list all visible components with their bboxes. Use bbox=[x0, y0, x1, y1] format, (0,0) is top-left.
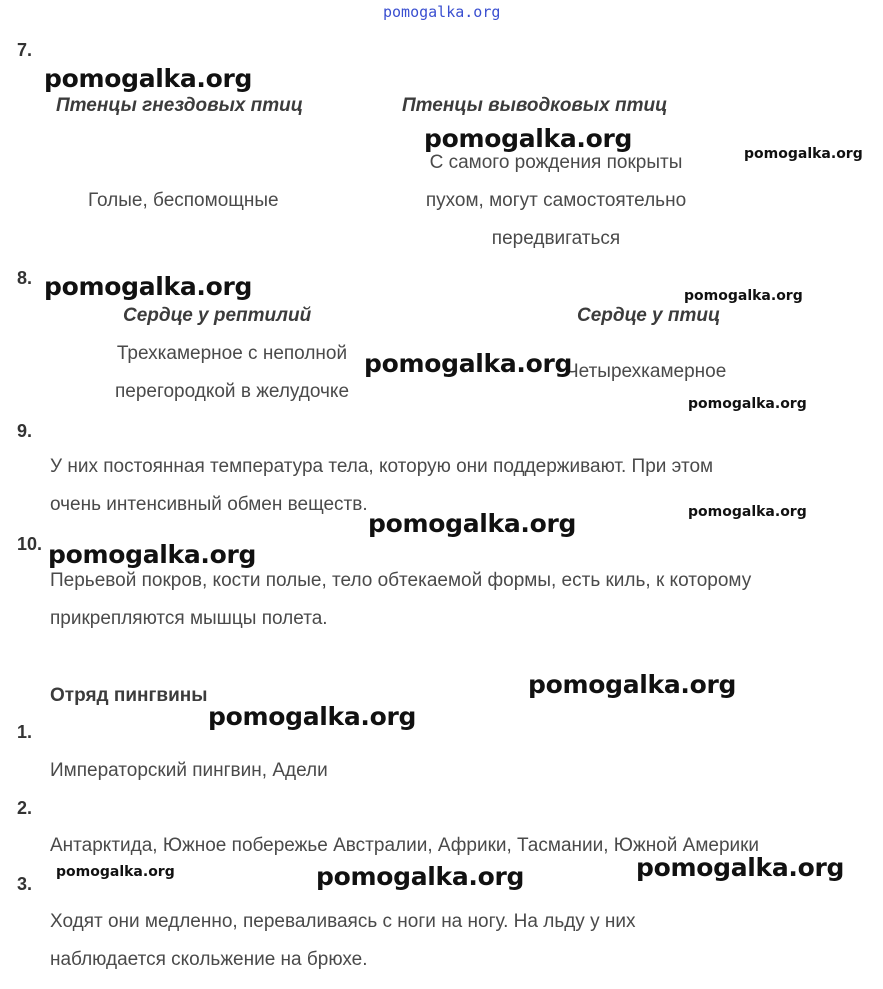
watermark: pomogalka.org bbox=[636, 853, 845, 882]
q7-right-heading: Птенцы выводковых птиц bbox=[402, 95, 668, 116]
q8-left-text bbox=[88, 335, 376, 411]
watermark: pomogalka.org bbox=[56, 864, 175, 880]
question-7-number: 7. bbox=[17, 40, 33, 60]
q7-left-heading: Птенцы гнездовых птиц bbox=[56, 95, 304, 116]
question-8-number: 8. bbox=[17, 268, 33, 288]
watermark: pomogalka.org bbox=[364, 349, 573, 378]
q7-right-line: С самого рождения покрыты bbox=[429, 152, 683, 173]
question-10-number: 10. bbox=[17, 534, 43, 554]
penguin-item-2-number: 2. bbox=[17, 798, 33, 818]
watermark: pomogalka.org bbox=[44, 64, 253, 93]
watermark: pomogalka.org bbox=[528, 670, 737, 699]
q9-line: У них постоянная температура тела, которую они поддерживают. При этом bbox=[50, 456, 714, 477]
q7-right-text bbox=[400, 144, 712, 258]
watermark: pomogalka.org bbox=[368, 509, 577, 538]
q7-left-text: Голые, беспомощные bbox=[88, 190, 279, 211]
watermark: pomogalka.org bbox=[684, 288, 803, 304]
watermark: pomogalka.org bbox=[688, 504, 807, 520]
q10-line: прикрепляются мышцы полета. bbox=[50, 608, 328, 629]
q10-text bbox=[50, 562, 751, 638]
q10-line: Перьевой покров, кости полые, тело обтекаемой формы, есть киль, к которому bbox=[50, 570, 752, 591]
penguin-item-3-line: Ходят они медленно, переваливаясь с ноги на ногу. На льду у них bbox=[50, 911, 636, 932]
q8-left-heading: Сердце у рептилий bbox=[123, 305, 312, 326]
q8-right-heading: Сердце у птиц bbox=[577, 305, 721, 326]
q9-line: очень интенсивный обмен веществ. bbox=[50, 494, 368, 515]
question-9-number: 9. bbox=[17, 421, 33, 441]
watermark: pomogalka.org bbox=[48, 540, 257, 569]
watermark: pomogalka.org bbox=[424, 124, 633, 153]
watermark: pomogalka.org bbox=[688, 396, 807, 412]
watermark: pomogalka.org bbox=[208, 702, 417, 731]
q8-left-line: Трехкамерное с неполной bbox=[116, 343, 348, 364]
penguin-item-3-line: наблюдается скольжение на брюхе. bbox=[50, 949, 368, 970]
penguin-item-1-number: 1. bbox=[17, 722, 33, 742]
q7-right-line: пухом, могут самостоятельно bbox=[425, 190, 687, 211]
q8-left-line: перегородкой в желудочке bbox=[114, 381, 350, 402]
penguin-item-3-number: 3. bbox=[17, 874, 33, 894]
q8-right-text: Четырехкамерное bbox=[566, 361, 727, 382]
watermark: pomogalka.org bbox=[744, 146, 863, 162]
watermark: pomogalka.org bbox=[316, 862, 525, 891]
q7-right-line: передвигаться bbox=[491, 228, 621, 249]
penguins-section-title: Отряд пингвины bbox=[50, 685, 208, 706]
penguin-item-2-text: Антарктида, Южное побережье Австралии, Африки, Тасмании, Южной Америки bbox=[50, 835, 760, 856]
penguin-item-3-text bbox=[50, 903, 635, 979]
penguin-item-1-text: Императорский пингвин, Адели bbox=[50, 760, 328, 781]
watermark: pomogalka.org bbox=[44, 272, 253, 301]
top-watermark: pomogalka.org bbox=[383, 3, 501, 21]
